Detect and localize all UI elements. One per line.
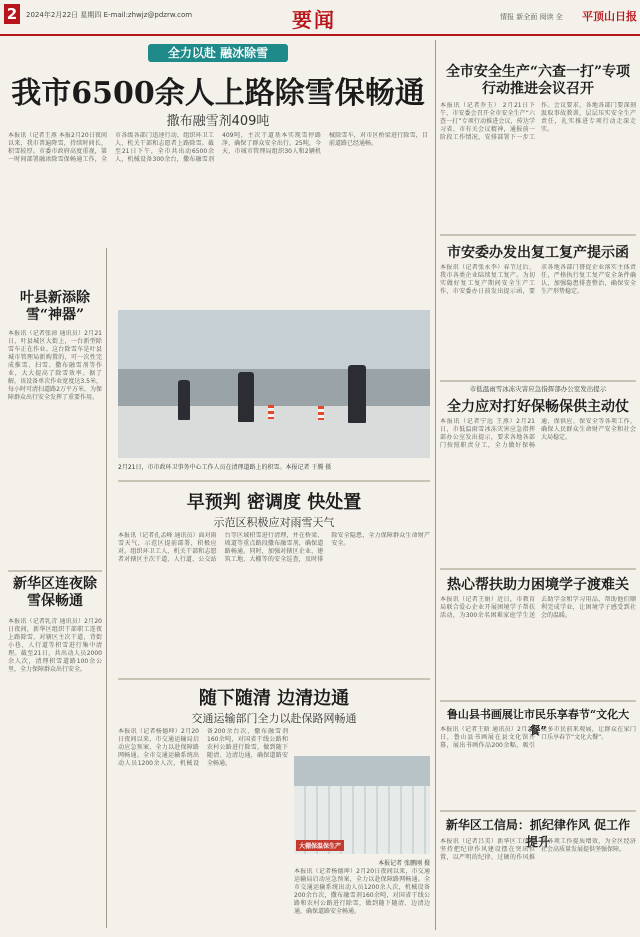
page-number: 2	[4, 4, 20, 24]
right-column	[440, 40, 636, 930]
lead-article	[8, 40, 428, 245]
traffic-cone	[318, 406, 324, 420]
lead-subtitle: 撒布融雪剂409吨	[166, 114, 270, 129]
article-title: 新华区连夜除雪保畅通	[13, 576, 97, 609]
column-divider	[106, 248, 107, 928]
brand-logo: 平顶山日报	[582, 10, 637, 23]
divider	[8, 570, 102, 572]
article-title: 新华区工信局：抓纪律作风 促工作提升	[445, 818, 631, 849]
divider	[440, 700, 636, 702]
header-motto: 情报 新全面 阅读 全	[500, 13, 563, 21]
divider	[440, 810, 636, 812]
article-body: 本报讯（记者杨德坤）2月20日夜间以来，市交通运输局启动应急预案，全力以赴保障路网畅通。全市交通运输系统出动人员1200余人次，机械设备200余台次，撒布融雪剂160余吨，对国省干线公路和农村公路进行除雪，做到随下随清、边清边通，确保道路安全畅通。	[118, 728, 288, 767]
article-title: 全市安全生产“六查一打”专项行动推进会议召开	[445, 64, 631, 97]
article-title: 随下随清 边清边通	[198, 688, 350, 709]
article-body: 本报讯（记者孔孟峰 通讯员）面对雨雪天气，示范区提前部署，积极应对。组织环卫工人、机关干部和志愿者对辖区主次干道、人行道、公交站台等区域积雪进行清理，并在桥梁、坡道等重点路段撒布融雪剂，确保道路畅通。同时，加强对辖区企业、建筑工地、大棚等的安全巡查，及时排除安全隐患，全力保障群众生命财产安全。	[118, 532, 430, 563]
divider	[440, 234, 636, 236]
article-title: 早预判 密调度 快处置	[186, 492, 362, 513]
traffic-cone	[268, 405, 274, 419]
article-title: 市安委办发出复工复产提示函	[447, 245, 629, 261]
article-title: 叶县新添除雪“神器”	[20, 290, 90, 323]
divider	[118, 480, 430, 482]
article-title: 鲁山县书画展让市民乐享春节“文化大餐”	[446, 708, 630, 737]
lead-body: 本报讯（记者王燕 本报2月20日夜间以来，我市普遍降雪，持续时间长，积雪较厚。市委市政府高度重视，第一时间部署融冰除雪保畅通工作，全市各级各部门迅速行动，组织环卫工人、机关干部和志愿者上路除雪。截至21日下午，全市共出动6500余人，机械设备300余台，撒布融雪剂409吨，主次干道基本实现雪停路净，确保了群众安全出行。25吨，今天，市城市管理局组织30人和2辆机械除雪车，对市区桥梁进行除雪，目前道路已经通畅。	[8, 132, 428, 163]
article-title: 热心帮扶助力困境学子渡难关	[447, 577, 629, 593]
lead-photo	[118, 310, 430, 458]
lead-banner: 全力以赴 融冰除雪	[148, 44, 288, 62]
column-divider	[435, 40, 436, 930]
article-body: 本报讯（记者宁远 王燕）2月21日，市低温雨雪冰冻灾害应急指挥部办公室发出提示，要求各地各部门按照职责分工，全力做好保畅通、保供应、保安全等各项工作，确保人民群众生命财产安全和社会大局稳定。	[440, 418, 636, 449]
article-body: 本报讯（记者乳青 通讯员）2月20日夜间，新华区组织干部职工连夜上路除雪，对辖区主次干道、背街小巷、人行道等积雪进行集中清理。截至21日，共出动人员2000余人次，清理积雪道路100余公里，全力保障群众出行安全。	[8, 618, 102, 673]
article-body: 本报讯（记者王娟）近日，市教育局联合爱心企业开展困境学子帮扶活动，为300余名困难家庭学生送去助学金和学习用品，帮助他们顺利完成学业，让困境学子感受到社会的温暖。	[440, 596, 636, 619]
article-body: 本报讯（记者吕美）新华区工信局坚持把纪律作风建设摆在突出位置，以严明的纪律、过硬的作风推动各项工作提质增效，为全区经济社会高质量发展提供坚强保障。	[440, 838, 636, 861]
divider	[440, 568, 636, 570]
greenhouse-photo	[294, 756, 430, 854]
left-column	[8, 250, 102, 930]
article-subtitle: 示范区积极应对雨雪天气	[213, 516, 335, 529]
article-body: 本报讯（记者乔玉） 2月21日下午，市安委会召开全市安全生产“六查一打”专项行动推进会议，传达学习省、市有关会议精神，通报前一阶段工作情况，安排部署下一步工作。会议要求，各地各部门要深刻汲取事故教训，层层压实安全生产责任，扎实推进专项行动走深走实。	[440, 102, 636, 141]
worker-figure	[238, 372, 254, 422]
photo-caption: 2月21日，市市政环卫事务中心工作人员在清理道路上的积雪。本报记者 于腾 摄	[118, 464, 332, 471]
article-body: 本报讯（记者王晗 通讯员）2月20日，鲁山县书画展在县文化馆开幕，展出书画作品200余幅，吸引众多市民前来观展，让群众在家门口乐享春节“文化大餐”。	[440, 726, 636, 749]
worker-figure	[178, 380, 190, 420]
header-date: 2024年2月22日 星期四 E-mail:zhwjz@pdzrw.com	[26, 11, 193, 19]
divider	[440, 380, 636, 382]
article-body: 本报讯（记者张永李）春节过后，我市各类企业陆续复工复产。为切实做好复工复产期间安全生产工作，市安委办日前发出提示函，要求各地各部门督促企业落实主体责任，严格执行复工复产安全条件确认，加强隐患排查整治，确保安全生产形势稳定。	[440, 264, 636, 295]
worker-figure	[348, 365, 366, 423]
photo-credit: 本报记者 张鹏刚 摄	[378, 860, 430, 867]
article-title: 全力应对打好保畅保供主动仗	[447, 399, 629, 415]
divider	[118, 678, 430, 680]
article-body: 本报讯（记者张漳 通讯员）2月21日，叶县城区大街上，一台新型除雪车正在作业。这台除雪车是叶县城市管理局新购置的，可一次性完成推雪、扫雪、撒布融雪剂等作业，大大提高了除雪效率。据了解，该设备单次作业宽度达3.5米，每小时可清扫道路2万平方米，为保障群众出行安全发挥了重要作用。	[8, 330, 102, 401]
article-subtitle: 交通运输部门全力以赴保路网畅通	[191, 712, 357, 725]
photo-tag: 大棚保温保生产	[296, 840, 344, 851]
lead-headline: 我市6500余人上路除雪保畅通	[11, 76, 425, 111]
article-kicker: 市低温雨雪冰冻灾害应急指挥部办公室发出提示	[469, 385, 607, 393]
section-title: 要闻	[292, 8, 336, 32]
photo-body: 本报讯（记者杨德坤）2月20日夜间以来，市交通运输局启动应急预案，全力以赴保障路网畅通。全市交通运输系统出动人员1200余人次，机械设备200余台次，撒布融雪剂160余吨，对国省干线公路和农村公路进行除雪，做到随下随清、边清边通，确保道路安全畅通。	[294, 868, 430, 915]
